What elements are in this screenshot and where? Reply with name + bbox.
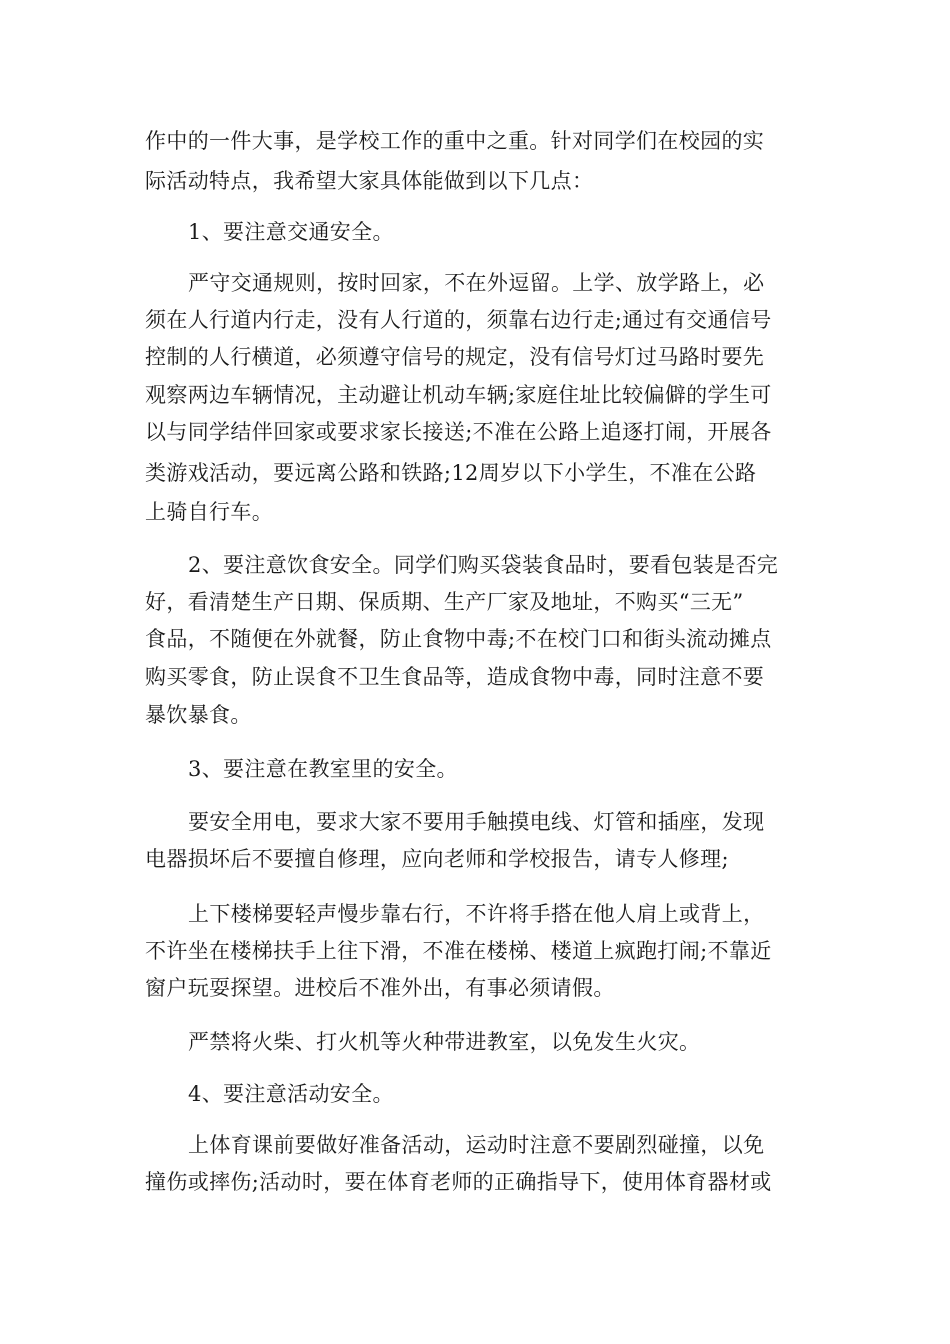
section-heading: 1、要注意交通安全。 <box>188 220 394 244</box>
text-line: 上骑自行车。 <box>145 500 274 524</box>
text-line: 控制的人行横道，必须遵守信号的规定，没有信号灯过马路时要先 <box>145 345 765 369</box>
text-line: 窗户玩耍探望。进校后不准外出，有事必须请假。 <box>145 976 615 1000</box>
text-line: 上体育课前要做好准备活动，运动时注意不要剧烈碰撞，以免 <box>188 1133 765 1157</box>
text-line: 观察两边车辆情况，主动避让机动车辆;家庭住址比较偏僻的学生可 <box>145 383 772 407</box>
section-heading: 4、要注意活动安全。 <box>188 1082 394 1106</box>
text-line: 2、要注意饮食安全。同学们购买袋装食品时，要看包装是否完 <box>188 553 779 577</box>
text-line: 类游戏活动，要远离公路和铁路;12周岁以下小学生，不准在公路 <box>145 461 757 485</box>
text-line: 严禁将火柴、打火机等火种带进教室，以免发生火灾。 <box>188 1030 701 1054</box>
text-line: 暴饮暴食。 <box>145 703 252 727</box>
text-line: 以与同学结伴回家或要求家长接送;不准在公路上追逐打闹，开展各 <box>145 420 772 444</box>
text-line: 购买零食，防止误食不卫生食品等，造成食物中毒，同时注意不要 <box>145 665 765 689</box>
text-line: 要安全用电，要求大家不要用手触摸电线、灯管和插座，发现 <box>188 810 765 834</box>
text-line: 电器损坏后不要擅自修理，应向老师和学校报告，请专人修理; <box>145 847 729 871</box>
text-line: 上下楼梯要轻声慢步靠右行，不许将手搭在他人肩上或背上， <box>188 902 765 926</box>
text-line: 撞伤或摔伤;活动时，要在体育老师的正确指导下，使用体育器材或 <box>145 1170 772 1194</box>
section-heading: 3、要注意在教室里的安全。 <box>188 757 458 781</box>
text-line: 不许坐在楼梯扶手上往下滑，不准在楼梯、楼道上疯跑打闹;不靠近 <box>145 939 772 963</box>
text-line: 好，看清楚生产日期、保质期、生产厂家及地址，不购买“三无” <box>145 590 744 614</box>
text-line: 作中的一件大事，是学校工作的重中之重。针对同学们在校园的实 <box>145 129 765 153</box>
text-line: 须在人行道内行走，没有人行道的，须靠右边行走;通过有交通信号 <box>145 308 772 332</box>
text-line: 际活动特点，我希望大家具体能做到以下几点： <box>145 169 594 193</box>
text-line: 严守交通规则，按时回家，不在外逗留。上学、放学路上，必 <box>188 271 765 295</box>
text-line: 食品，不随便在外就餐，防止食物中毒;不在校门口和街头流动摊点 <box>145 627 772 651</box>
